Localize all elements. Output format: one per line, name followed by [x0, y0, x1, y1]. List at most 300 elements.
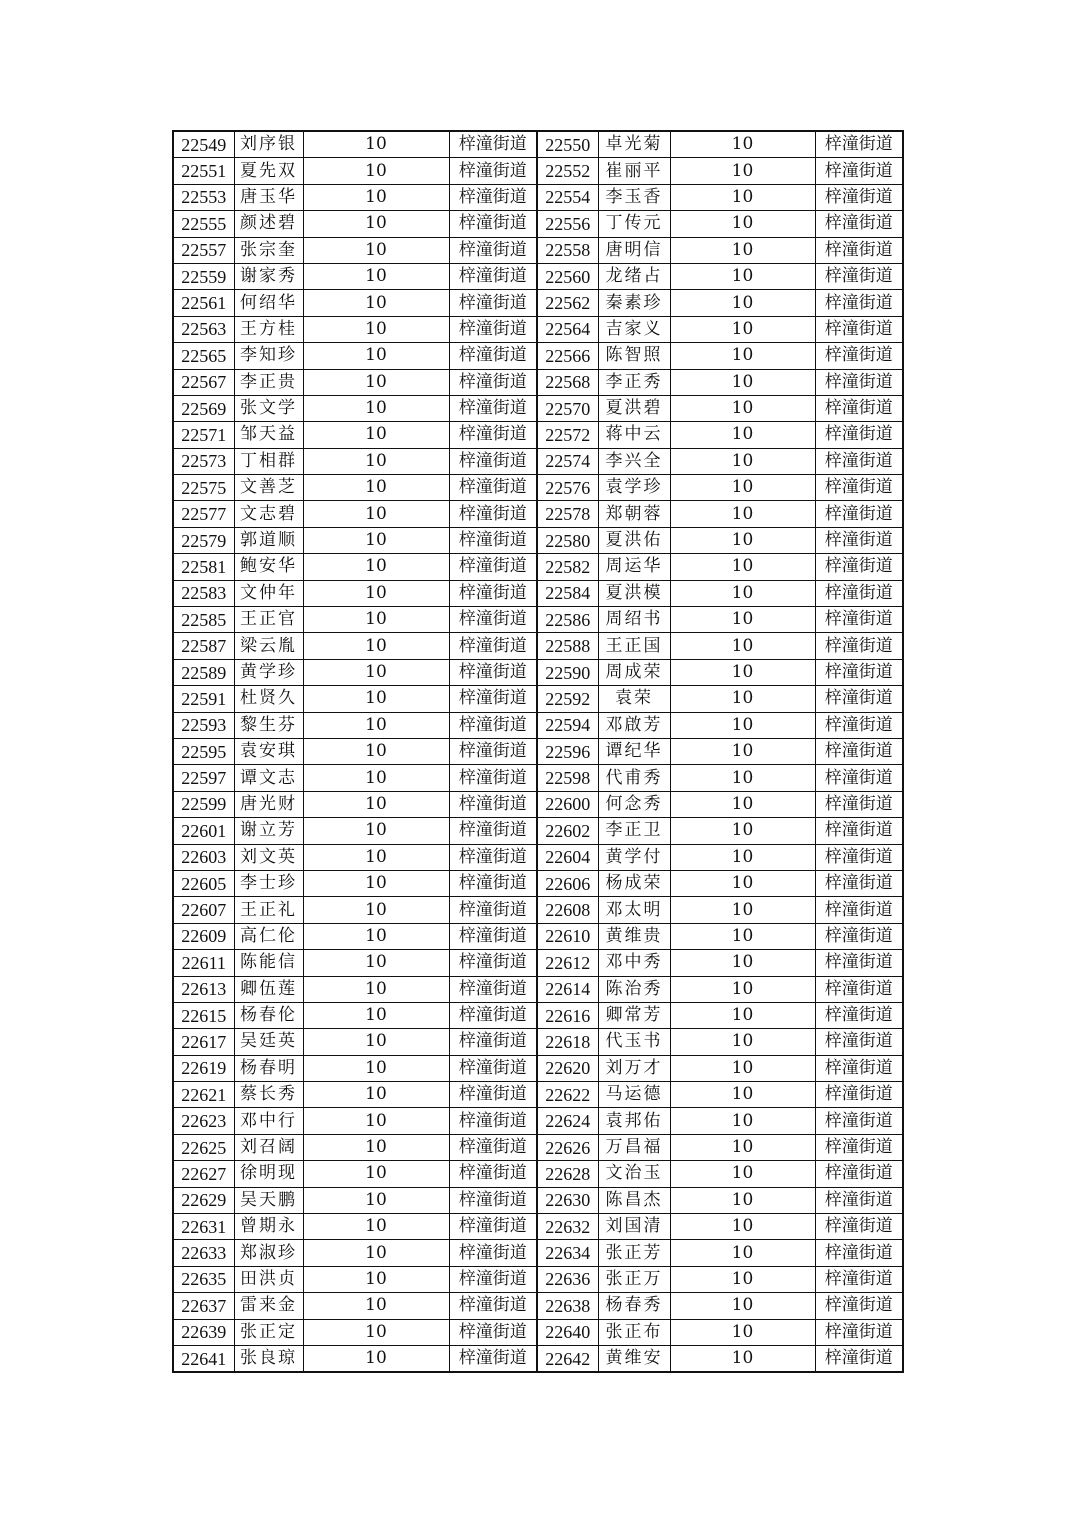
record-number-cell: 22603 [173, 844, 234, 870]
street-name-cell: 梓潼街道 [815, 765, 903, 791]
person-name-cell: 夏先双 [234, 158, 303, 184]
table-row [173, 1345, 903, 1372]
street-name-cell: 梓潼街道 [449, 1187, 537, 1213]
record-number-cell: 22562 [537, 290, 598, 316]
amount-cell: 10 [670, 818, 815, 844]
person-name-cell: 陈智照 [598, 343, 670, 369]
street-name-cell: 梓潼街道 [815, 527, 903, 553]
record-number-cell: 22585 [173, 607, 234, 633]
person-name-cell: 邹天益 [234, 422, 303, 448]
street-name-cell: 梓潼街道 [449, 1002, 537, 1028]
amount-cell: 10 [303, 237, 449, 263]
person-name-cell: 袁安琪 [234, 738, 303, 764]
record-number-cell: 22610 [537, 923, 598, 949]
table-row [173, 1214, 903, 1240]
street-name-cell: 梓潼街道 [815, 263, 903, 289]
person-name-cell: 唐光财 [234, 791, 303, 817]
record-number-cell: 22606 [537, 870, 598, 896]
amount-cell: 10 [303, 501, 449, 527]
record-number-cell: 22633 [173, 1240, 234, 1266]
person-name-cell: 黎生芬 [234, 712, 303, 738]
street-name-cell: 梓潼街道 [815, 369, 903, 395]
street-name-cell: 梓潼街道 [449, 554, 537, 580]
street-name-cell: 梓潼街道 [815, 475, 903, 501]
street-name-cell: 梓潼街道 [449, 1214, 537, 1240]
table-row [173, 316, 903, 342]
record-number-cell: 22609 [173, 923, 234, 949]
person-name-cell: 崔丽平 [598, 158, 670, 184]
amount-cell: 10 [670, 607, 815, 633]
amount-cell: 10 [670, 765, 815, 791]
amount-cell: 10 [670, 923, 815, 949]
amount-cell: 10 [303, 1187, 449, 1213]
street-name-cell: 梓潼街道 [815, 1082, 903, 1108]
person-name-cell: 李正卫 [598, 818, 670, 844]
record-number-cell: 22556 [537, 211, 598, 237]
street-name-cell: 梓潼街道 [815, 1055, 903, 1081]
table-row [173, 131, 903, 158]
amount-cell: 10 [670, 686, 815, 712]
table-row [173, 1266, 903, 1292]
record-number-cell: 22632 [537, 1214, 598, 1240]
street-name-cell: 梓潼街道 [449, 870, 537, 896]
record-number-cell: 22629 [173, 1187, 234, 1213]
amount-cell: 10 [303, 1055, 449, 1081]
table-row [173, 738, 903, 764]
table-row [173, 475, 903, 501]
street-name-cell: 梓潼街道 [449, 659, 537, 685]
record-number-cell: 22560 [537, 263, 598, 289]
amount-cell: 10 [670, 343, 815, 369]
record-number-cell: 22554 [537, 184, 598, 210]
record-number-cell: 22596 [537, 738, 598, 764]
person-name-cell: 陈昌杰 [598, 1187, 670, 1213]
person-name-cell: 张良琼 [234, 1345, 303, 1372]
street-name-cell: 梓潼街道 [815, 237, 903, 263]
street-name-cell: 梓潼街道 [815, 1161, 903, 1187]
street-name-cell: 梓潼街道 [815, 607, 903, 633]
street-name-cell: 梓潼街道 [815, 712, 903, 738]
street-name-cell: 梓潼街道 [449, 1134, 537, 1160]
table-row [173, 897, 903, 923]
amount-cell: 10 [303, 369, 449, 395]
street-name-cell: 梓潼街道 [449, 1055, 537, 1081]
amount-cell: 10 [303, 897, 449, 923]
record-number-cell: 22598 [537, 765, 598, 791]
roster-table [172, 130, 904, 1373]
amount-cell: 10 [670, 290, 815, 316]
person-name-cell: 吴天鹏 [234, 1187, 303, 1213]
street-name-cell: 梓潼街道 [449, 1266, 537, 1292]
record-number-cell: 22561 [173, 290, 234, 316]
table-row [173, 1002, 903, 1028]
record-number-cell: 22584 [537, 580, 598, 606]
person-name-cell: 王正礼 [234, 897, 303, 923]
record-number-cell: 22588 [537, 633, 598, 659]
street-name-cell: 梓潼街道 [815, 395, 903, 421]
record-number-cell: 22564 [537, 316, 598, 342]
record-number-cell: 22583 [173, 580, 234, 606]
table-row [173, 211, 903, 237]
amount-cell: 10 [303, 1319, 449, 1345]
amount-cell: 10 [670, 211, 815, 237]
amount-cell: 10 [303, 131, 449, 158]
person-name-cell: 郭道顺 [234, 527, 303, 553]
table-row [173, 448, 903, 474]
record-number-cell: 22580 [537, 527, 598, 553]
person-name-cell: 吴廷英 [234, 1029, 303, 1055]
record-number-cell: 22617 [173, 1029, 234, 1055]
record-number-cell: 22601 [173, 818, 234, 844]
table-row [173, 1082, 903, 1108]
record-number-cell: 22607 [173, 897, 234, 923]
street-name-cell: 梓潼街道 [815, 633, 903, 659]
record-number-cell: 22557 [173, 237, 234, 263]
table-row [173, 1029, 903, 1055]
table-row [173, 1187, 903, 1213]
table-row [173, 765, 903, 791]
amount-cell: 10 [303, 686, 449, 712]
table-row [173, 1134, 903, 1160]
person-name-cell: 陈能信 [234, 950, 303, 976]
table-row [173, 395, 903, 421]
person-name-cell: 刘万才 [598, 1055, 670, 1081]
amount-cell: 10 [670, 527, 815, 553]
amount-cell: 10 [670, 1345, 815, 1372]
record-number-cell: 22571 [173, 422, 234, 448]
record-number-cell: 22576 [537, 475, 598, 501]
street-name-cell: 梓潼街道 [815, 897, 903, 923]
street-name-cell: 梓潼街道 [815, 844, 903, 870]
table-row [173, 580, 903, 606]
record-number-cell: 22582 [537, 554, 598, 580]
street-name-cell: 梓潼街道 [449, 290, 537, 316]
street-name-cell: 梓潼街道 [815, 1293, 903, 1319]
table-row [173, 343, 903, 369]
table-row [173, 607, 903, 633]
record-number-cell: 22630 [537, 1187, 598, 1213]
amount-cell: 10 [670, 950, 815, 976]
amount-cell: 10 [670, 1108, 815, 1134]
record-number-cell: 22590 [537, 659, 598, 685]
amount-cell: 10 [303, 184, 449, 210]
person-name-cell: 鲍安华 [234, 554, 303, 580]
street-name-cell: 梓潼街道 [449, 976, 537, 1002]
person-name-cell: 吉家义 [598, 316, 670, 342]
amount-cell: 10 [303, 659, 449, 685]
record-number-cell: 22604 [537, 844, 598, 870]
table-row [173, 818, 903, 844]
record-number-cell: 22550 [537, 131, 598, 158]
table-row [173, 1108, 903, 1134]
street-name-cell: 梓潼街道 [815, 1266, 903, 1292]
street-name-cell: 梓潼街道 [449, 923, 537, 949]
person-name-cell: 李士珍 [234, 870, 303, 896]
record-number-cell: 22587 [173, 633, 234, 659]
record-number-cell: 22614 [537, 976, 598, 1002]
record-number-cell: 22600 [537, 791, 598, 817]
amount-cell: 10 [303, 580, 449, 606]
amount-cell: 10 [670, 395, 815, 421]
amount-cell: 10 [303, 844, 449, 870]
person-name-cell: 郑淑珍 [234, 1240, 303, 1266]
record-number-cell: 22579 [173, 527, 234, 553]
street-name-cell: 梓潼街道 [449, 237, 537, 263]
table-row [173, 633, 903, 659]
person-name-cell: 张正定 [234, 1319, 303, 1345]
amount-cell: 10 [303, 343, 449, 369]
amount-cell: 10 [303, 765, 449, 791]
amount-cell: 10 [670, 422, 815, 448]
person-name-cell: 李玉香 [598, 184, 670, 210]
person-name-cell: 黄维贵 [598, 923, 670, 949]
person-name-cell: 代甫秀 [598, 765, 670, 791]
record-number-cell: 22626 [537, 1134, 598, 1160]
street-name-cell: 梓潼街道 [449, 1108, 537, 1134]
amount-cell: 10 [670, 237, 815, 263]
street-name-cell: 梓潼街道 [815, 184, 903, 210]
record-number-cell: 22569 [173, 395, 234, 421]
person-name-cell: 文志碧 [234, 501, 303, 527]
record-number-cell: 22631 [173, 1214, 234, 1240]
amount-cell: 10 [670, 1082, 815, 1108]
street-name-cell: 梓潼街道 [815, 1029, 903, 1055]
amount-cell: 10 [303, 448, 449, 474]
person-name-cell: 高仁伦 [234, 923, 303, 949]
person-name-cell: 刘序银 [234, 131, 303, 158]
amount-cell: 10 [670, 870, 815, 896]
street-name-cell: 梓潼街道 [815, 448, 903, 474]
table-row [173, 1240, 903, 1266]
table-row [173, 554, 903, 580]
amount-cell: 10 [670, 1214, 815, 1240]
street-name-cell: 梓潼街道 [449, 791, 537, 817]
record-number-cell: 22555 [173, 211, 234, 237]
record-number-cell: 22591 [173, 686, 234, 712]
amount-cell: 10 [303, 422, 449, 448]
table-row [173, 369, 903, 395]
street-name-cell: 梓潼街道 [449, 897, 537, 923]
person-name-cell: 周运华 [598, 554, 670, 580]
person-name-cell: 杨春秀 [598, 1293, 670, 1319]
record-number-cell: 22619 [173, 1055, 234, 1081]
person-name-cell: 谭文志 [234, 765, 303, 791]
amount-cell: 10 [670, 475, 815, 501]
street-name-cell: 梓潼街道 [815, 818, 903, 844]
amount-cell: 10 [303, 1082, 449, 1108]
record-number-cell: 22551 [173, 158, 234, 184]
record-number-cell: 22618 [537, 1029, 598, 1055]
person-name-cell: 王方桂 [234, 316, 303, 342]
amount-cell: 10 [303, 316, 449, 342]
record-number-cell: 22553 [173, 184, 234, 210]
amount-cell: 10 [670, 791, 815, 817]
street-name-cell: 梓潼街道 [449, 369, 537, 395]
street-name-cell: 梓潼街道 [449, 448, 537, 474]
record-number-cell: 22589 [173, 659, 234, 685]
record-number-cell: 22597 [173, 765, 234, 791]
amount-cell: 10 [670, 1293, 815, 1319]
record-number-cell: 22638 [537, 1293, 598, 1319]
record-number-cell: 22624 [537, 1108, 598, 1134]
person-name-cell: 郑朝蓉 [598, 501, 670, 527]
amount-cell: 10 [670, 633, 815, 659]
street-name-cell: 梓潼街道 [449, 422, 537, 448]
street-name-cell: 梓潼街道 [449, 475, 537, 501]
amount-cell: 10 [670, 712, 815, 738]
table-row [173, 1055, 903, 1081]
amount-cell: 10 [670, 659, 815, 685]
person-name-cell: 王正官 [234, 607, 303, 633]
record-number-cell: 22641 [173, 1345, 234, 1372]
amount-cell: 10 [670, 131, 815, 158]
amount-cell: 10 [303, 712, 449, 738]
street-name-cell: 梓潼街道 [449, 184, 537, 210]
record-number-cell: 22586 [537, 607, 598, 633]
amount-cell: 10 [303, 791, 449, 817]
record-number-cell: 22574 [537, 448, 598, 474]
street-name-cell: 梓潼街道 [815, 1345, 903, 1372]
amount-cell: 10 [670, 1161, 815, 1187]
street-name-cell: 梓潼街道 [815, 1187, 903, 1213]
person-name-cell: 龙绪占 [598, 263, 670, 289]
record-number-cell: 22621 [173, 1082, 234, 1108]
record-number-cell: 22570 [537, 395, 598, 421]
person-name-cell: 丁相群 [234, 448, 303, 474]
record-number-cell: 22575 [173, 475, 234, 501]
record-number-cell: 22549 [173, 131, 234, 158]
street-name-cell: 梓潼街道 [815, 501, 903, 527]
street-name-cell: 梓潼街道 [815, 290, 903, 316]
street-name-cell: 梓潼街道 [815, 554, 903, 580]
person-name-cell: 邓啟芳 [598, 712, 670, 738]
street-name-cell: 梓潼街道 [449, 633, 537, 659]
amount-cell: 10 [670, 580, 815, 606]
person-name-cell: 杜贤久 [234, 686, 303, 712]
amount-cell: 10 [670, 976, 815, 1002]
record-number-cell: 22602 [537, 818, 598, 844]
amount-cell: 10 [303, 923, 449, 949]
street-name-cell: 梓潼街道 [815, 316, 903, 342]
amount-cell: 10 [670, 1029, 815, 1055]
person-name-cell: 谭纪华 [598, 738, 670, 764]
person-name-cell: 张文学 [234, 395, 303, 421]
amount-cell: 10 [303, 527, 449, 553]
street-name-cell: 梓潼街道 [815, 950, 903, 976]
street-name-cell: 梓潼街道 [449, 844, 537, 870]
amount-cell: 10 [670, 316, 815, 342]
street-name-cell: 梓潼街道 [449, 395, 537, 421]
street-name-cell: 梓潼街道 [449, 686, 537, 712]
person-name-cell: 周成荣 [598, 659, 670, 685]
person-name-cell: 杨成荣 [598, 870, 670, 896]
person-name-cell: 蔡长秀 [234, 1082, 303, 1108]
amount-cell: 10 [670, 554, 815, 580]
person-name-cell: 卓光菊 [598, 131, 670, 158]
person-name-cell: 卿常芳 [598, 1002, 670, 1028]
person-name-cell: 张正万 [598, 1266, 670, 1292]
street-name-cell: 梓潼街道 [449, 211, 537, 237]
street-name-cell: 梓潼街道 [815, 580, 903, 606]
person-name-cell: 梁云胤 [234, 633, 303, 659]
amount-cell: 10 [303, 1240, 449, 1266]
table-row [173, 422, 903, 448]
person-name-cell: 谢立芳 [234, 818, 303, 844]
table-row [173, 950, 903, 976]
record-number-cell: 22611 [173, 950, 234, 976]
street-name-cell: 梓潼街道 [449, 158, 537, 184]
amount-cell: 10 [303, 1134, 449, 1160]
street-name-cell: 梓潼街道 [815, 158, 903, 184]
street-name-cell: 梓潼街道 [449, 712, 537, 738]
amount-cell: 10 [303, 976, 449, 1002]
amount-cell: 10 [303, 263, 449, 289]
record-number-cell: 22635 [173, 1266, 234, 1292]
record-number-cell: 22593 [173, 712, 234, 738]
person-name-cell: 徐明现 [234, 1161, 303, 1187]
record-number-cell: 22566 [537, 343, 598, 369]
amount-cell: 10 [303, 1345, 449, 1372]
person-name-cell: 卿伍莲 [234, 976, 303, 1002]
street-name-cell: 梓潼街道 [449, 316, 537, 342]
record-number-cell: 22608 [537, 897, 598, 923]
table-row [173, 976, 903, 1002]
street-name-cell: 梓潼街道 [449, 1161, 537, 1187]
amount-cell: 10 [303, 818, 449, 844]
table-row [173, 923, 903, 949]
street-name-cell: 梓潼街道 [815, 686, 903, 712]
street-name-cell: 梓潼街道 [449, 818, 537, 844]
record-number-cell: 22640 [537, 1319, 598, 1345]
amount-cell: 10 [670, 448, 815, 474]
record-number-cell: 22613 [173, 976, 234, 1002]
street-name-cell: 梓潼街道 [449, 343, 537, 369]
person-name-cell: 邓中秀 [598, 950, 670, 976]
record-number-cell: 22567 [173, 369, 234, 395]
amount-cell: 10 [670, 501, 815, 527]
person-name-cell: 邓中行 [234, 1108, 303, 1134]
amount-cell: 10 [670, 1002, 815, 1028]
person-name-cell: 马运德 [598, 1082, 670, 1108]
street-name-cell: 梓潼街道 [815, 659, 903, 685]
amount-cell: 10 [303, 1161, 449, 1187]
amount-cell: 10 [303, 607, 449, 633]
amount-cell: 10 [303, 475, 449, 501]
street-name-cell: 梓潼街道 [815, 1002, 903, 1028]
person-name-cell: 万昌福 [598, 1134, 670, 1160]
table-row [173, 791, 903, 817]
table-row [173, 1161, 903, 1187]
person-name-cell: 秦素珍 [598, 290, 670, 316]
street-name-cell: 梓潼街道 [449, 1082, 537, 1108]
amount-cell: 10 [670, 184, 815, 210]
person-name-cell: 陈治秀 [598, 976, 670, 1002]
street-name-cell: 梓潼街道 [815, 1108, 903, 1134]
amount-cell: 10 [303, 1266, 449, 1292]
person-name-cell: 夏洪佑 [598, 527, 670, 553]
record-number-cell: 22612 [537, 950, 598, 976]
street-name-cell: 梓潼街道 [449, 580, 537, 606]
person-name-cell: 田洪贞 [234, 1266, 303, 1292]
record-number-cell: 22577 [173, 501, 234, 527]
amount-cell: 10 [670, 1134, 815, 1160]
record-number-cell: 22616 [537, 1002, 598, 1028]
street-name-cell: 梓潼街道 [815, 870, 903, 896]
person-name-cell: 何念秀 [598, 791, 670, 817]
record-number-cell: 22636 [537, 1266, 598, 1292]
street-name-cell: 梓潼街道 [449, 1029, 537, 1055]
person-name-cell: 文仲年 [234, 580, 303, 606]
